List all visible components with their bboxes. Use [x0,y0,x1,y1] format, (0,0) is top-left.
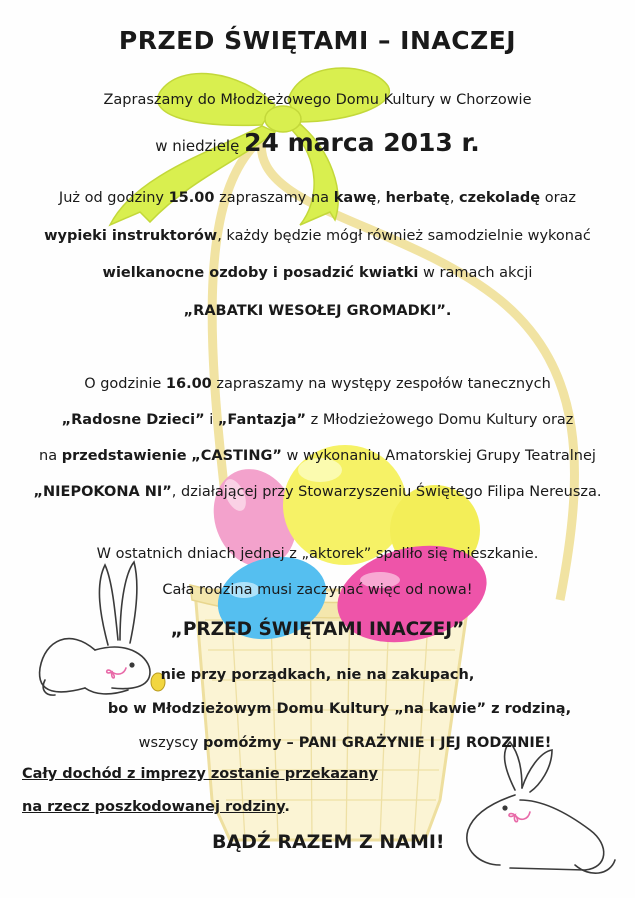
closing-slogan: BĄDŹ RAZEM Z NAMI! [212,831,445,853]
text: i [204,412,218,428]
text: , [449,190,460,206]
page-title: PRZED ŚWIĘTAMI – INACZEJ [118,26,517,55]
para4-line3 [60,733,630,753]
para2-line1 [0,374,635,394]
czekolade: czekoladę [459,190,541,206]
text: O godzinie [84,376,166,392]
para1-line3 [0,263,635,283]
time-16: 16.00 [165,376,212,392]
para3-line1: W ostatnich dniach jednej z „aktorek” spaliło się mieszkanie. [96,546,539,562]
para1-line2 [0,226,635,246]
notice-dot: . [284,799,290,815]
przedstawienie: przedstawienie [61,448,187,464]
para4-line2 [22,699,635,719]
text: z Młodzieżowego Domu Kultury oraz [306,412,574,428]
time-15: 15.00 [168,190,215,206]
text: Już od godziny [58,190,169,206]
fantazja: „Fantazja” [217,412,307,428]
para1-line4: „RABATKI WESOŁEJ GROMADKI”. [183,303,452,319]
text: , każdy będzie mógł również samodzielnie wykonać [217,228,591,244]
notice-text: Cały dochód z imprezy zostanie przekazany [22,766,378,782]
notice-line2 [22,797,290,817]
notice-text: na rzecz poszkodowanej rodziny [22,799,285,815]
kawe: kawę [333,190,377,206]
para4-line1: nie przy porządkach, nie na zakupach, [160,667,475,683]
event-date [0,128,635,161]
pomozmy: pomóżmy [203,735,282,751]
herbate: herbatę [385,190,450,206]
intro-line: Zapraszamy do Młodzieżowego Domu Kultury w Chorzowie [103,92,532,108]
right-bunny [467,742,615,873]
niepokonani: „NIEPOKONA NI” [33,484,172,500]
para3-line2: Cała rodzina musi zaczynać więc od nowa! [162,582,473,598]
para2-line4 [0,482,635,502]
para2-line2 [0,410,635,430]
wypieki: wypieki instruktorów [44,228,218,244]
text: z rodziną, [486,701,572,717]
text: w wykonaniu Amatorskiej Grupy Teatralnej [281,448,596,464]
date-prefix: w niedzielę [155,137,240,155]
na-kawie: „na kawie” [394,701,487,717]
text: , działającej przy Stowarzyszeniu Świętego Filipa Nereusza. [171,484,602,500]
ozdoby: wielkanocne ozdoby i posadzić kwiatki [102,265,419,281]
para2-line3 [0,446,635,466]
para1-line1 [0,188,635,208]
text: zapraszamy na występy zespołów tanecznych [211,376,551,392]
casting: „CASTING” [191,448,282,464]
text: – PANI GRAŻYNIE I JEJ RODZINIE! [281,735,552,751]
text: oraz [540,190,577,206]
radosne-dzieci: „Radosne Dzieci” [61,412,205,428]
date-main: 24 marca 2013 r. [244,128,480,157]
text: bo w Młodzieżowym Domu Kultury [107,701,395,717]
notice-line1 [22,764,378,784]
text: , [376,190,386,206]
text: w ramach akcji [418,265,533,281]
subtitle: „PRZED ŚWIĘTAMI INACZEJ” [170,619,465,640]
text: na [39,448,62,464]
text: zapraszamy na [214,190,334,206]
text: wszyscy [138,735,203,751]
